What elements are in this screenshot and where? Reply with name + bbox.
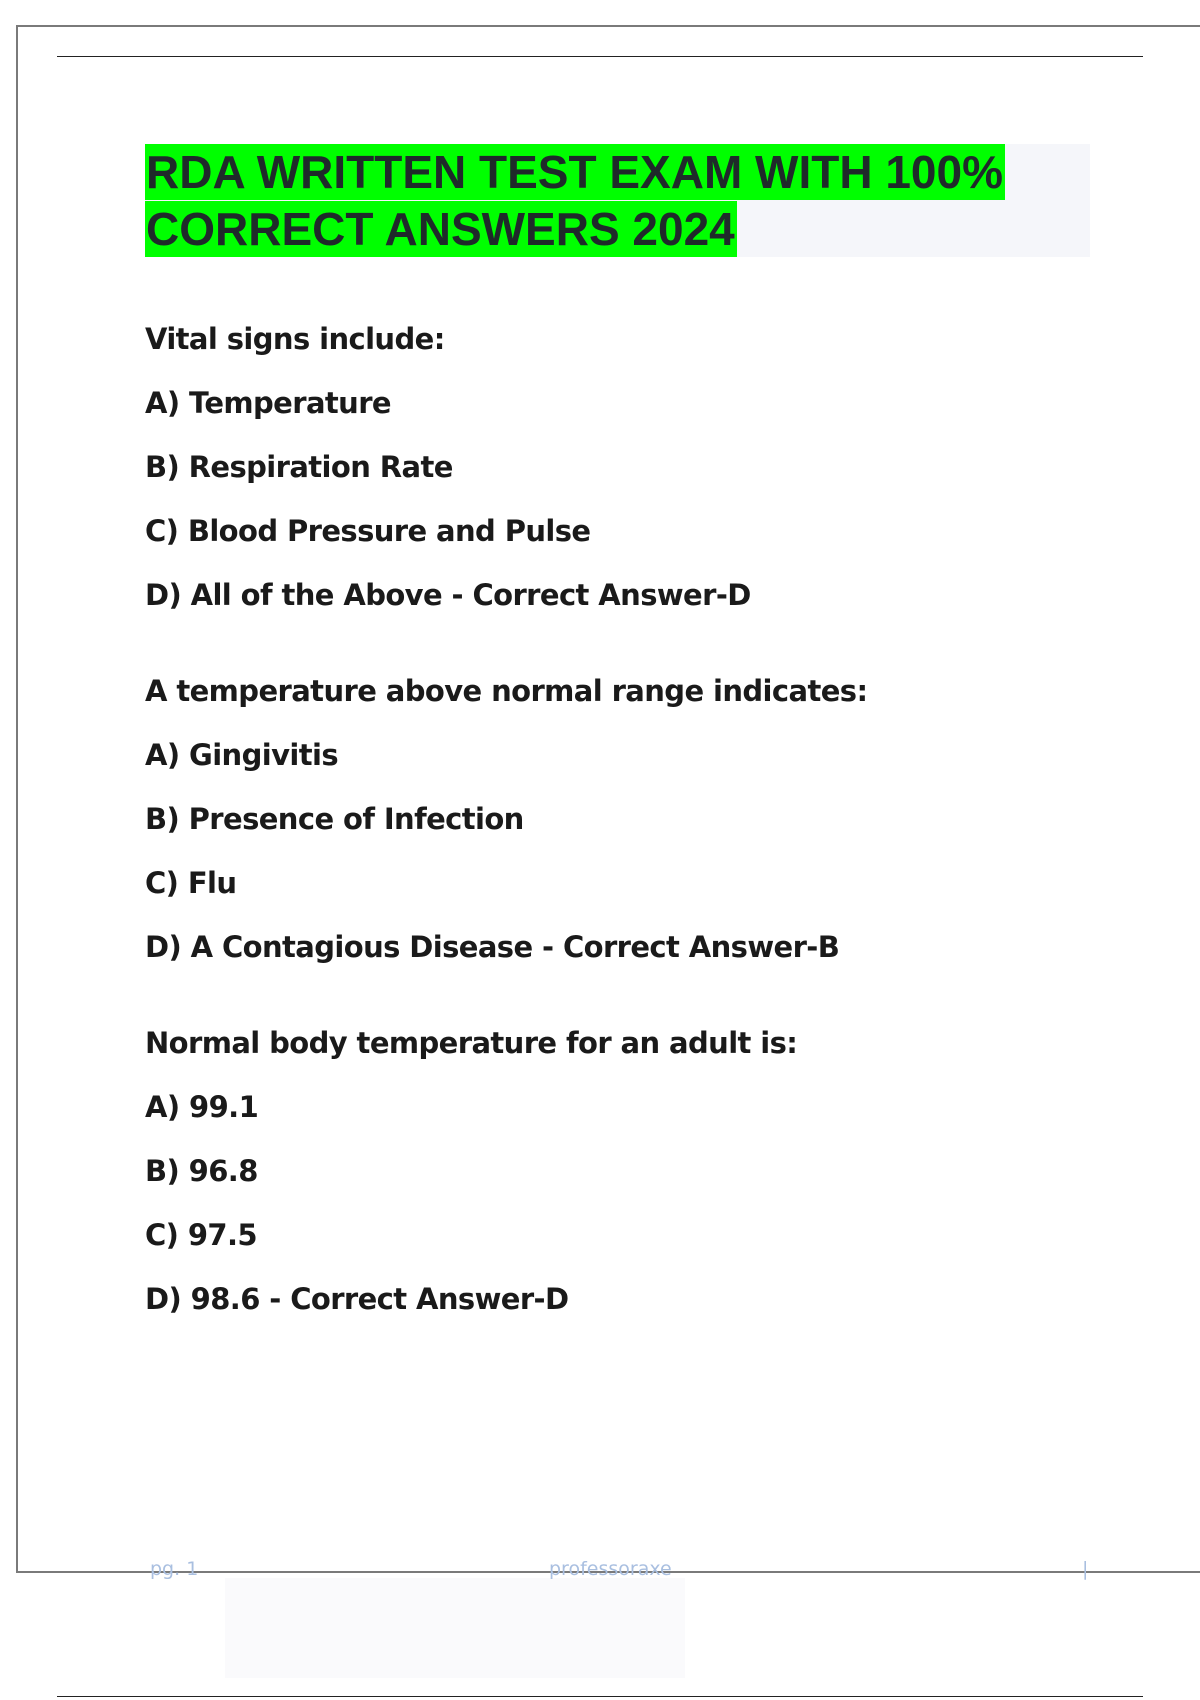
- question-prompt: A temperature above normal range indicates:: [145, 674, 868, 708]
- footer-author: professoraxe: [549, 1558, 672, 1580]
- answer-option: B) 96.8: [145, 1154, 258, 1188]
- answer-option: D) 98.6 - Correct Answer-D: [145, 1282, 569, 1316]
- title-line-2: CORRECT ANSWERS 2024: [146, 203, 735, 255]
- answer-option: A) Gingivitis: [145, 738, 338, 772]
- answer-option: C) Blood Pressure and Pulse: [145, 514, 591, 548]
- footer-shade: [225, 1578, 685, 1678]
- header-rule: [57, 56, 1143, 57]
- answer-option: C) 97.5: [145, 1218, 257, 1252]
- answer-option: B) Presence of Infection: [145, 802, 524, 836]
- question-block: [145, 322, 1145, 612]
- question-block: [145, 1026, 1145, 1316]
- footer-page-number: pg. 1: [150, 1558, 199, 1580]
- answer-option: D) All of the Above - Correct Answer-D: [145, 578, 751, 612]
- answer-option: C) Flu: [145, 866, 237, 900]
- document-title: [145, 144, 1090, 257]
- page-footer: [0, 1558, 1200, 1588]
- question-block: [145, 674, 1145, 964]
- answer-option: B) Respiration Rate: [145, 450, 453, 484]
- answer-option: A) Temperature: [145, 386, 391, 420]
- answer-option: D) A Contagious Disease - Correct Answer-B: [145, 930, 840, 964]
- question-prompt: Normal body temperature for an adult is:: [145, 1026, 798, 1060]
- footer-separator: |: [1082, 1558, 1089, 1580]
- title-line-1: RDA WRITTEN TEST EXAM WITH 100%: [146, 146, 1003, 198]
- question-list: [145, 322, 1145, 1378]
- next-page-header-rule: [57, 1696, 1143, 1697]
- question-prompt: Vital signs include:: [145, 322, 445, 356]
- answer-option: A) 99.1: [145, 1090, 259, 1124]
